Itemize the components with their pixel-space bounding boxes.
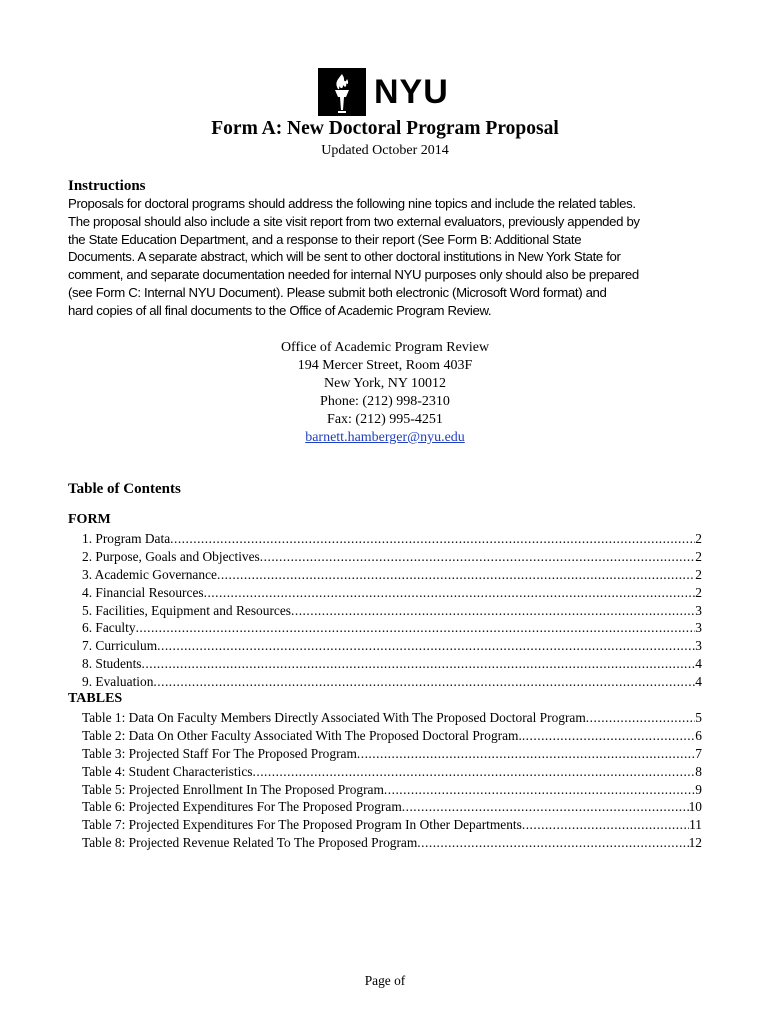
toc-entry-leader — [253, 763, 696, 781]
logo-wordmark: NYU — [374, 73, 449, 111]
office-name: Office of Academic Program Review — [280, 340, 490, 355]
toc-entry[interactable] — [82, 763, 702, 781]
toc-entry-leader — [522, 816, 689, 834]
instructions-line: (see Form C: Internal NYU Document). Please submit both electronic (Microsoft Word format) and — [68, 284, 607, 300]
toc-entry-label: 8. Students — [82, 656, 142, 672]
toc-entry-page: 11 — [689, 817, 702, 833]
instructions-line: Proposals for doctoral programs should address the following nine topics and include the related tables. — [68, 196, 636, 211]
toc-entry-page: 2 — [695, 566, 702, 582]
instructions-line: the State Education Department, and a response to their report (See Form B: Additional State — [68, 231, 582, 247]
toc-entry[interactable] — [82, 745, 702, 763]
toc-entry-label: Table 2: Data On Other Faculty Associated With The Proposed Doctoral Program. — [82, 727, 522, 743]
toc-entry-leader — [402, 798, 689, 816]
toc-entry[interactable] — [82, 602, 702, 620]
toc-entry-label: 6. Faculty — [82, 620, 136, 636]
toc-entry[interactable] — [82, 584, 702, 602]
toc-entry-label: 9. Evaluation — [82, 674, 154, 690]
office-address — [0, 339, 770, 447]
toc-entry-page: 6 — [695, 727, 702, 743]
toc-entry-page: 12 — [688, 835, 702, 851]
toc-entry[interactable] — [82, 655, 702, 673]
toc-entry-leader — [586, 709, 696, 727]
toc-entry-page: 4 — [695, 674, 702, 690]
instructions-line: hard copies of all final documents to the Office of Academic Program Review. — [68, 302, 492, 318]
toc-entry-label: Table 7: Projected Expenditures For The Proposed Program In Other Departments — [82, 817, 522, 833]
toc-form-heading: FORM — [68, 512, 111, 527]
toc-entry-leader — [384, 781, 695, 799]
toc-entry[interactable] — [82, 816, 702, 834]
toc-entry-label: 7. Curriculum — [82, 638, 158, 654]
office-city: New York, NY 10012 — [324, 376, 446, 391]
office-street: 194 Mercer Street, Room 403F — [297, 358, 473, 373]
office-email-link[interactable]: barnett.hamberger@nyu.edu — [305, 430, 465, 445]
toc-entry-leader — [291, 602, 695, 620]
toc-entry-label: 5. Facilities, Equipment and Resources — [82, 602, 291, 618]
toc-entry-page: 9 — [695, 781, 702, 797]
toc-entry[interactable] — [82, 566, 702, 584]
toc-entry-label: 2. Purpose, Goals and Objectives — [82, 548, 260, 564]
toc-entry-label: Table 5: Projected Enrollment In The Proposed Program — [82, 781, 384, 797]
toc-entry[interactable] — [82, 709, 702, 727]
toc-entry-leader — [153, 673, 695, 691]
toc-entry-page: 3 — [695, 638, 702, 654]
toc-entry-leader — [142, 655, 696, 673]
toc-entry-page: 2 — [695, 584, 702, 600]
toc-entry[interactable] — [82, 548, 702, 566]
toc-entry-label: Table 8: Projected Revenue Related To The Proposed Program — [82, 835, 418, 851]
toc-entry-label: 1. Program Data — [82, 531, 171, 546]
office-fax: Fax: (212) 995-4251 — [327, 412, 443, 427]
instructions-line: comment, and separate documentation needed for internal NYU purposes only should also be prepared — [68, 267, 639, 283]
toc-entry[interactable] — [82, 619, 702, 637]
toc-tables-list — [82, 709, 702, 852]
toc-entry-label: Table 3: Projected Staff For The Proposed Program — [82, 745, 357, 761]
toc-entry-page: 8 — [695, 763, 702, 779]
torch-icon — [318, 68, 366, 116]
toc-entry-page: 5 — [695, 710, 702, 725]
page-title: Form A: New Doctoral Program Proposal — [211, 118, 559, 139]
toc-entry[interactable] — [82, 798, 702, 816]
toc-entry-label: 4. Financial Resources — [82, 584, 204, 600]
toc-entry-leader — [217, 566, 695, 584]
toc-entry-leader — [522, 727, 695, 745]
instructions-line: Documents. A separate abstract, which will be sent to other doctoral institutions in New York State for — [68, 249, 621, 265]
toc-entry-leader — [417, 834, 688, 852]
instructions-line: The proposal should also include a site visit report from two external evaluators, previously appended by — [68, 213, 640, 229]
toc-entry-leader — [357, 745, 695, 763]
toc-heading: Table of Contents — [68, 481, 181, 497]
office-phone: Phone: (212) 998-2310 — [320, 394, 450, 409]
toc-entry[interactable] — [82, 781, 702, 799]
toc-entry-label: Table 6: Projected Expenditures For The Proposed Program — [82, 799, 402, 815]
toc-entry-leader — [204, 584, 696, 602]
toc-entry-label: Table 4: Student Characteristics — [82, 763, 253, 779]
toc-entry-leader — [170, 530, 695, 548]
toc-entry-leader — [157, 637, 695, 655]
toc-entry-page: 4 — [695, 656, 702, 672]
toc-entry-page: 3 — [695, 620, 702, 636]
instructions-heading: Instructions — [68, 178, 146, 194]
toc-entry[interactable] — [82, 637, 702, 655]
toc-entry[interactable] — [82, 530, 702, 548]
toc-tables-heading: TABLES — [68, 691, 123, 706]
toc-entry-page: 10 — [688, 799, 702, 815]
toc-entry-page: 2 — [695, 548, 702, 564]
toc-entry[interactable] — [82, 673, 702, 691]
toc-entry-label: 3. Academic Governance — [82, 566, 217, 582]
toc-entry-label: Table 1: Data On Faculty Members Directly Associated With The Proposed Doctoral Program — [82, 710, 586, 725]
toc-entry-leader — [136, 619, 696, 637]
toc-form-list — [82, 530, 702, 691]
toc-entry[interactable] — [82, 834, 702, 852]
page-subtitle: Updated October 2014 — [321, 143, 449, 158]
toc-entry[interactable] — [82, 727, 702, 745]
nyu-logo — [318, 68, 449, 116]
toc-entry-page: 2 — [695, 531, 702, 546]
instructions-paragraph — [68, 195, 708, 320]
page-footer: Page of — [364, 973, 406, 988]
toc-entry-leader — [260, 548, 696, 566]
toc-entry-page: 7 — [695, 745, 702, 761]
toc-entry-page: 3 — [695, 602, 702, 618]
